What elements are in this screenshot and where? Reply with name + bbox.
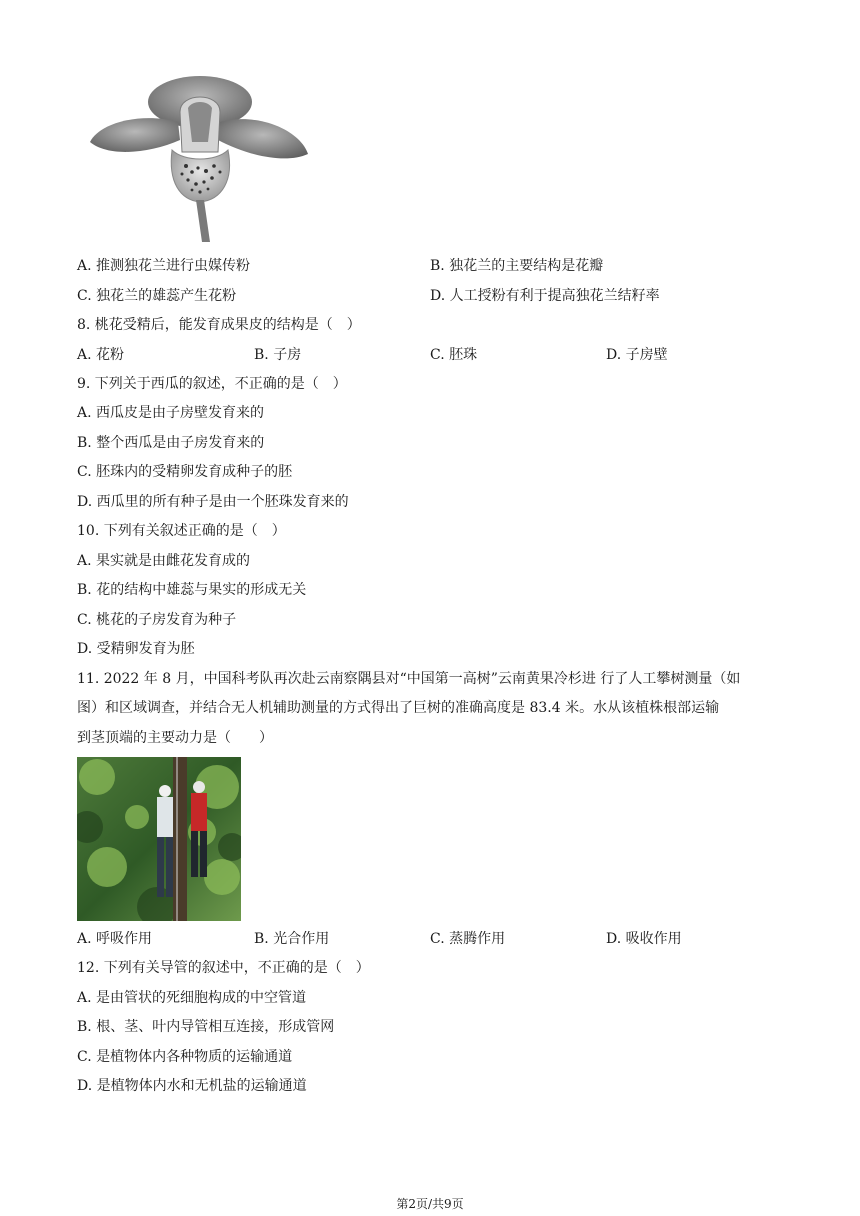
q12-option-c: C. 是植物体内各种物质的运输通道 bbox=[77, 1049, 293, 1065]
tree-climbing-photo bbox=[77, 757, 241, 921]
q10-option-c: C. 桃花的子房发育为种子 bbox=[77, 612, 237, 628]
q12-stem: 12. 下列有关导管的叙述中，不正确的是（ ） bbox=[77, 960, 370, 976]
q9-option-a: A. 西瓜皮是由子房壁发育来的 bbox=[77, 405, 265, 421]
q8-stem: 8. 桃花受精后，能发育成果皮的结构是（ ） bbox=[77, 317, 361, 333]
q8-option-b: B. 子房 bbox=[254, 347, 302, 363]
tree-climbing-image bbox=[77, 757, 241, 921]
q12-option-b: B. 根、茎、叶内导管相互连接，形成管网 bbox=[77, 1019, 335, 1035]
q11-option-a: A. 呼吸作用 bbox=[77, 931, 153, 947]
q11-stem-line1: 11. 2022 年 8 月，中国科考队再次赴云南察隅县对“中国第一高树”云南黄果冷杉进 行了人工攀树测量（如 bbox=[77, 671, 741, 687]
q11-stem-line3: 到茎顶端的主要动力是（ ） bbox=[77, 730, 273, 746]
page-number: 第2页/共9页 bbox=[396, 1197, 464, 1211]
q7-option-d: D. 人工授粉有利于提高独花兰结籽率 bbox=[430, 288, 660, 304]
q10-option-d: D. 受精卵发育为胚 bbox=[77, 641, 195, 657]
q8-option-d: D. 子房壁 bbox=[606, 347, 668, 363]
q9-option-c: C. 胚珠内的受精卵发育成种子的胚 bbox=[77, 464, 293, 480]
q12-option-d: D. 是植物体内水和无机盐的运输通道 bbox=[77, 1078, 307, 1094]
q9-option-d: D. 西瓜里的所有种子是由一个胚珠发育来的 bbox=[77, 494, 349, 510]
q7-option-b: B. 独花兰的主要结构是花瓣 bbox=[430, 258, 604, 274]
q9-option-b: B. 整个西瓜是由子房发育来的 bbox=[77, 435, 265, 451]
q11-option-b: B. 光合作用 bbox=[254, 931, 330, 947]
q8-option-a: A. 花粉 bbox=[77, 347, 125, 363]
q11-option-c: C. 蒸腾作用 bbox=[430, 931, 506, 947]
q11-option-d: D. 吸收作用 bbox=[606, 931, 682, 947]
orchid-flower-image bbox=[88, 72, 310, 244]
orchid-flower-figure bbox=[88, 72, 310, 244]
q9-stem: 9. 下列关于西瓜的叙述，不正确的是（ ） bbox=[77, 376, 347, 392]
q7-option-a: A. 推测独花兰进行虫媒传粉 bbox=[77, 258, 251, 274]
q7-option-c: C. 独花兰的雄蕊产生花粉 bbox=[77, 288, 237, 304]
q11-stem-line2: 图）和区域调查，并结合无人机辅助测量的方式得出了巨树的准确高度是 83.4 米。水从该植株根部运输 bbox=[77, 700, 720, 716]
q12-option-a: A. 是由管状的死细胞构成的中空管道 bbox=[77, 990, 307, 1006]
q10-option-a: A. 果实就是由雌花发育成的 bbox=[77, 553, 251, 569]
q10-option-b: B. 花的结构中雄蕊与果实的形成无关 bbox=[77, 582, 307, 598]
q10-stem: 10. 下列有关叙述正确的是（ ） bbox=[77, 523, 286, 539]
q8-option-c: C. 胚珠 bbox=[430, 347, 478, 363]
